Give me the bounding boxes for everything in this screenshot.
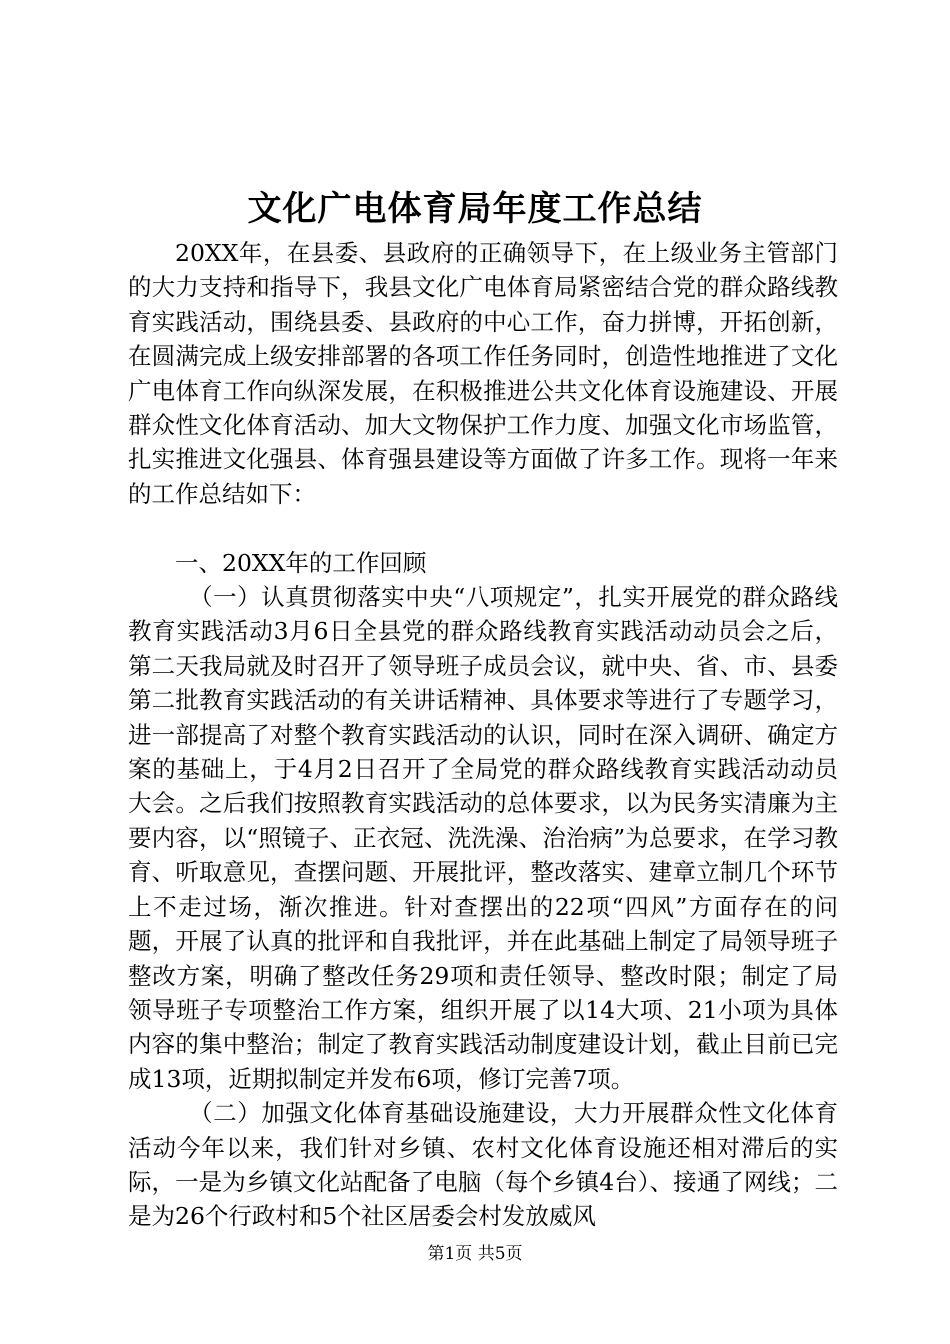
subsection-two-paragraph: （二）加强文化体育基础设施建设，大力开展群众性文化体育活动今年以来，我们针对乡镇、农村文化体育设施还相对滞后的实际，一是为乡镇文化站配备了电脑（每个乡镇4台）、接通了网线；二是为26个行政村和5个社区居委会村发放威风 [128,1099,838,1231]
section-heading: 一、20XX年的工作回顾 [175,548,427,577]
document-body [128,236,838,1234]
document-title: 文化广电体育局年度工作总结 [247,189,703,229]
intro-paragraph: 20XX年，在县委、县政府的正确领导下，在上级业务主管部门的大力支持和指导下，我县文化广电体育局紧密结合党的群众路线教育实践活动，围绕县委、县政府的中心工作，奋力拼博，开拓创新，在圆满完成上级安排部署的各项工作任务同时，创造性地推进了文化广电体育工作向纵深发展，在积极推进公共文化体育设施建设、开展群众性文化体育活动、加大文物保护工作力度、加强文化市场监管，扎实推进文化强县、体育强县建设等方面做了许多工作。现将一年来的工作总结如下： [128,239,838,508]
page-number-footer: 第1页 共5页 [427,1244,523,1264]
subsection-one-paragraph: （一）认真贯彻落实中央“八项规定”，扎实开展党的群众路线教育实践活动3月6日全县党的群众路线教育实践活动动员会之后，第二天我局就及时召开了领导班子成员会议，就中央、省、市、县委第二批教育实践活动的有关讲话精神、具体要求等进行了专题学习，进一部提高了对整个教育实践活动的认识，同时在深入调研、确定方案的基础上，于4月2日召开了全局党的群众路线教育实践活动动员大会。之后我们按照教育实践活动的总体要求，以为民务实清廉为主要内容，以“照镜子、正衣冠、洗洗澡、治治病”为总要求，在学习教育、听取意见，查摆问题、开展批评，整改落实、建章立制几个环节上不走过场，渐次推进。针对查摆出的22项“四风”方面存在的问题，开展了认真的批评和自我批评，并在此基础上制定了局领导班子整改方案，明确了整改任务29项和责任领导、整改时限；制定了局领导班子专项整治工作方案，组织开展了以14大项、21小项为具体内容的集中整治；制定了教育实践活动制度建设计划，截止目前已完成13项，近期拟制定并发布6项，修订完善7项。 [128,583,838,1093]
